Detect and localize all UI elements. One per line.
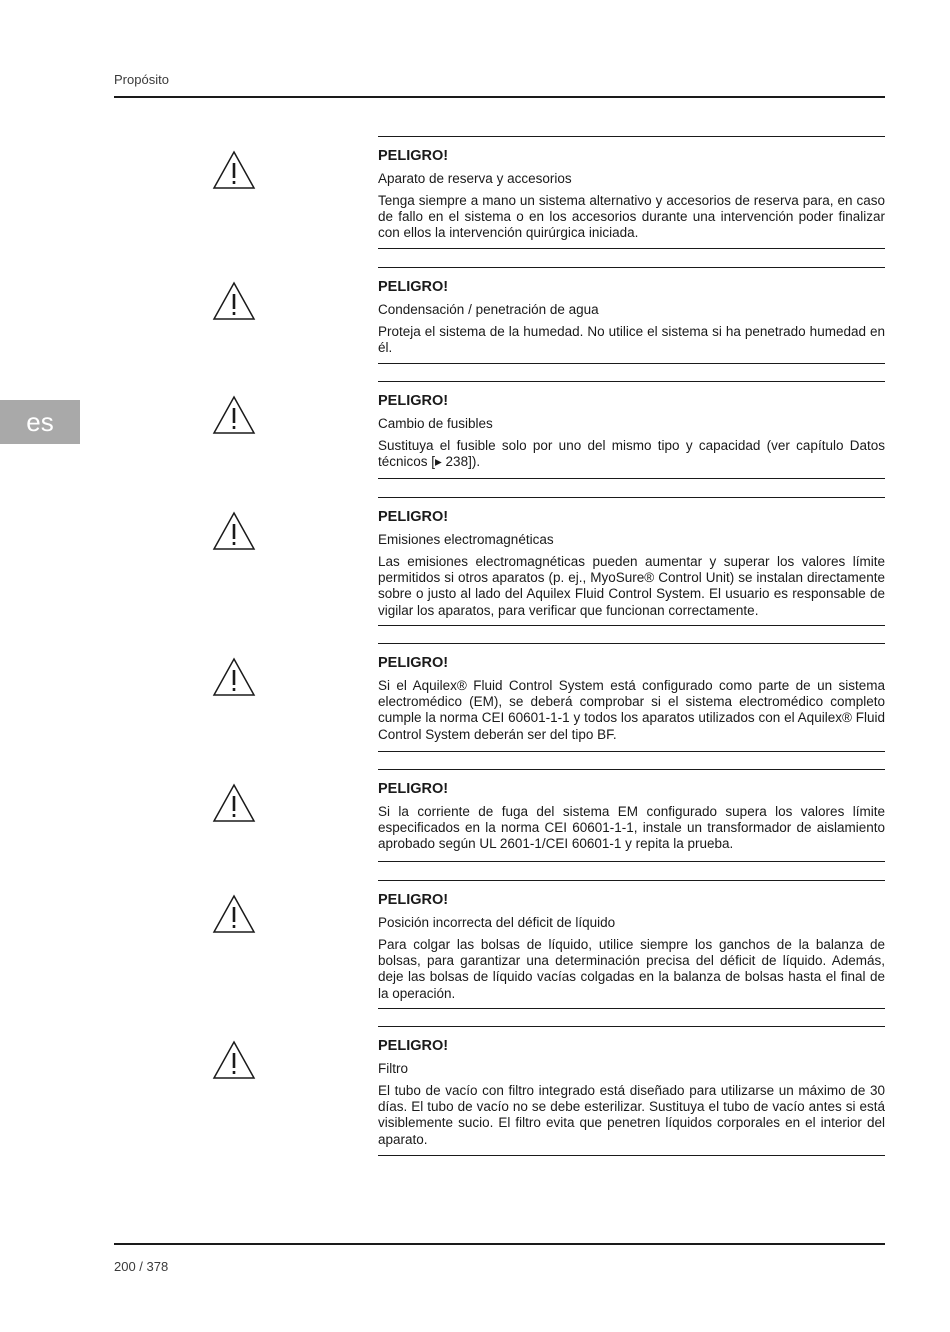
warning-title: PELIGRO!: [378, 393, 449, 409]
warning-triangle-icon: [212, 395, 256, 435]
warning-box: [378, 136, 885, 249]
warning-subtitle: Filtro: [378, 1061, 408, 1076]
warning-title: PELIGRO!: [378, 1038, 449, 1054]
footer-rule: [114, 1243, 885, 1245]
warning-triangle-icon: [212, 657, 256, 697]
warning-box: [378, 643, 885, 752]
warning-body: Tenga siempre a mano un sistema alternativo y accesorios de reserva para, en caso de fallo en el sistema o en los accesorios durante una intervención poder finalizar con ellos la intervención quirúrgica iniciada.: [378, 193, 885, 241]
warning-body: Sustituya el fusible solo por uno del mismo tipo y capacidad (ver capítulo Datos técnicos [▸ 238]).: [378, 438, 885, 470]
warning-triangle-icon: [212, 281, 256, 321]
running-header: Propósito: [114, 72, 169, 87]
language-tab: es: [0, 400, 80, 444]
warning-box: [378, 497, 885, 626]
warning-triangle-icon: [212, 894, 256, 934]
warning-subtitle: Cambio de fusibles: [378, 416, 493, 431]
warning-triangle-icon: [212, 783, 256, 823]
warning-box: [378, 381, 885, 479]
warning-body: Las emisiones electromagnéticas pueden aumentar y superar los valores límite permitidos si otros aparatos (p. ej., MyoSure® Control Unit) se instalan directamente sobre o justo al lado del Aquilex Fluid Control System. El usuario es responsable de vigilar los aparatos, para verificar que funcionan correctamente.: [378, 554, 885, 618]
warning-title: PELIGRO!: [378, 148, 449, 164]
warning-subtitle: Aparato de reserva y accesorios: [378, 171, 572, 186]
warning-body: Si el Aquilex® Fluid Control System está configurado como parte de un sistema electromédico (EM), se deberá comprobar si el sistema electromédico completo cumple la norma CEI 60601-1-1 y todos los aparatos utilizados con el Aquilex® Fluid Control System deberán ser del tipo BF.: [378, 678, 885, 742]
warning-triangle-icon: [212, 150, 256, 190]
warning-box: [378, 880, 885, 1009]
warning-subtitle: Condensación / penetración de agua: [378, 302, 599, 317]
warning-body: El tubo de vacío con filtro integrado está diseñado para utilizarse un máximo de 30 días. El tubo de vacío no se debe esterilizar. Sustituya el tubo de vacío antes si está visiblemente sucio. El filtro evita que penetren líquidos corporales en el interior del aparato.: [378, 1083, 885, 1147]
warning-title: PELIGRO!: [378, 781, 449, 797]
warning-title: PELIGRO!: [378, 509, 449, 525]
warning-body: Proteja el sistema de la humedad. No utilice el sistema si ha penetrado humedad en él.: [378, 324, 885, 356]
warning-triangle-icon: [212, 1040, 256, 1080]
warning-subtitle: Emisiones electromagnéticas: [378, 532, 554, 547]
warning-title: PELIGRO!: [378, 892, 449, 908]
warning-title: PELIGRO!: [378, 279, 449, 295]
header-rule: [114, 96, 885, 98]
page-number: 200 / 378: [114, 1259, 169, 1274]
warning-box: [378, 769, 885, 862]
warning-box: [378, 267, 885, 364]
warning-triangle-icon: [212, 511, 256, 551]
warning-body: Para colgar las bolsas de líquido, utilice siempre los ganchos de la balanza de bolsas, para garantizar una determinación precisa del déficit de líquido. Además, deje las bolsas de líquido vacías colgadas en la balanza de bolsas hasta el final de la operación.: [378, 937, 885, 1001]
warning-subtitle: Posición incorrecta del déficit de líquido: [378, 915, 616, 930]
warning-title: PELIGRO!: [378, 655, 449, 671]
warning-body: Si la corriente de fuga del sistema EM configurado supera los valores límite especificados en la norma CEI 60601-1-1, instale un transformador de aislamiento aprobado según UL 2601-1/CEI 60601-1 y repita la prueba.: [378, 804, 885, 852]
warning-box: [378, 1026, 885, 1156]
